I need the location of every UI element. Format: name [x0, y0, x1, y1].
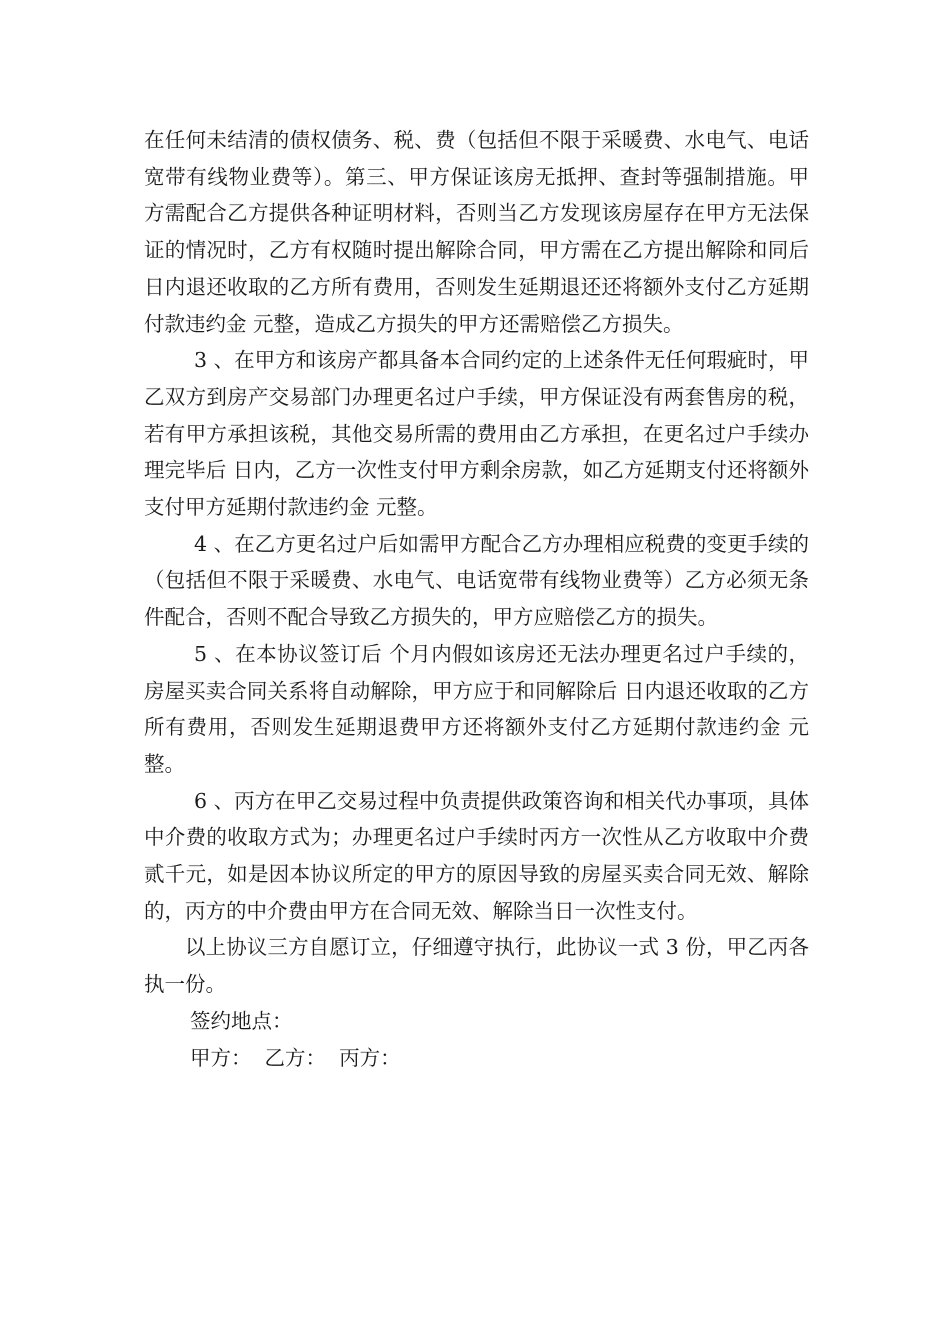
- paragraph-clause-5: 5 、在本协议签订后 个月内假如该房还无法办理更名过户手续的，房屋买卖合同关系将自动解除，甲方应于和同解除后 日内退还收取的乙方所有费用，否则发生延期退费甲方还将额外支付乙方延期付款违约金 元整。: [144, 641, 809, 776]
- paragraph-clause-3: 3 、在甲方和该房产都具备本合同约定的上述条件无任何瑕疵时，甲乙双方到房产交易部门办理更名过户手续，甲方保证没有两套售房的税，若有甲方承担该税，其他交易所需的费用由乙方承担，在更名过户手续办理完毕后 日内，乙方一次性支付甲方剩余房款，如乙方延期支付还将额外支付甲方延期付款违约金 元整。: [144, 348, 809, 520]
- paragraph-closing: 以上协议三方自愿订立，仔细遵守执行，此协议一式 3 份，甲乙丙各执一份。: [144, 935, 809, 997]
- paragraph-clause-6: 6 、丙方在甲乙交易过程中负责提供政策咨询和相关代办事项，具体中介费的收取方式为；办理更名过户手续时丙方一次性从乙方收取中介费贰千元，如是因本协议所定的甲方的原因导致的房屋买卖合同无效、解除的，丙方的中介费由甲方在合同无效、解除当日一次性支付。: [144, 788, 809, 923]
- signing-place: 签约地点：: [190, 1008, 293, 1033]
- paragraph-clause-4: 4 、在乙方更名过户后如需甲方配合乙方办理相应税费的变更手续的（包括但不限于采暖费、水电气、电话宽带有线物业费等）乙方必须无条件配合，否则不配合导致乙方损失的，甲方应赔偿乙方的损失。: [144, 531, 809, 630]
- party-signatures: 甲方： 乙方： 丙方：: [190, 1045, 401, 1070]
- paragraph-continuation: 在任何未结清的债权债务、税、费（包括但不限于采暖费、水电气、电话宽带有线物业费等）。第三、甲方保证该房无抵押、查封等强制措施。甲方需配合乙方提供各种证明材料，否则当乙方发现该房屋存在甲方无法保证的情况时，乙方有权随时提出解除合同，甲方需在乙方提出解除和同后 日内退还收取的乙方所有费用，否则发生延期退还还将额外支付乙方延期付款违约金 元整，造成乙方损失的甲方还需赔偿乙方损失。: [144, 128, 809, 336]
- contract-text: [144, 122, 809, 1076]
